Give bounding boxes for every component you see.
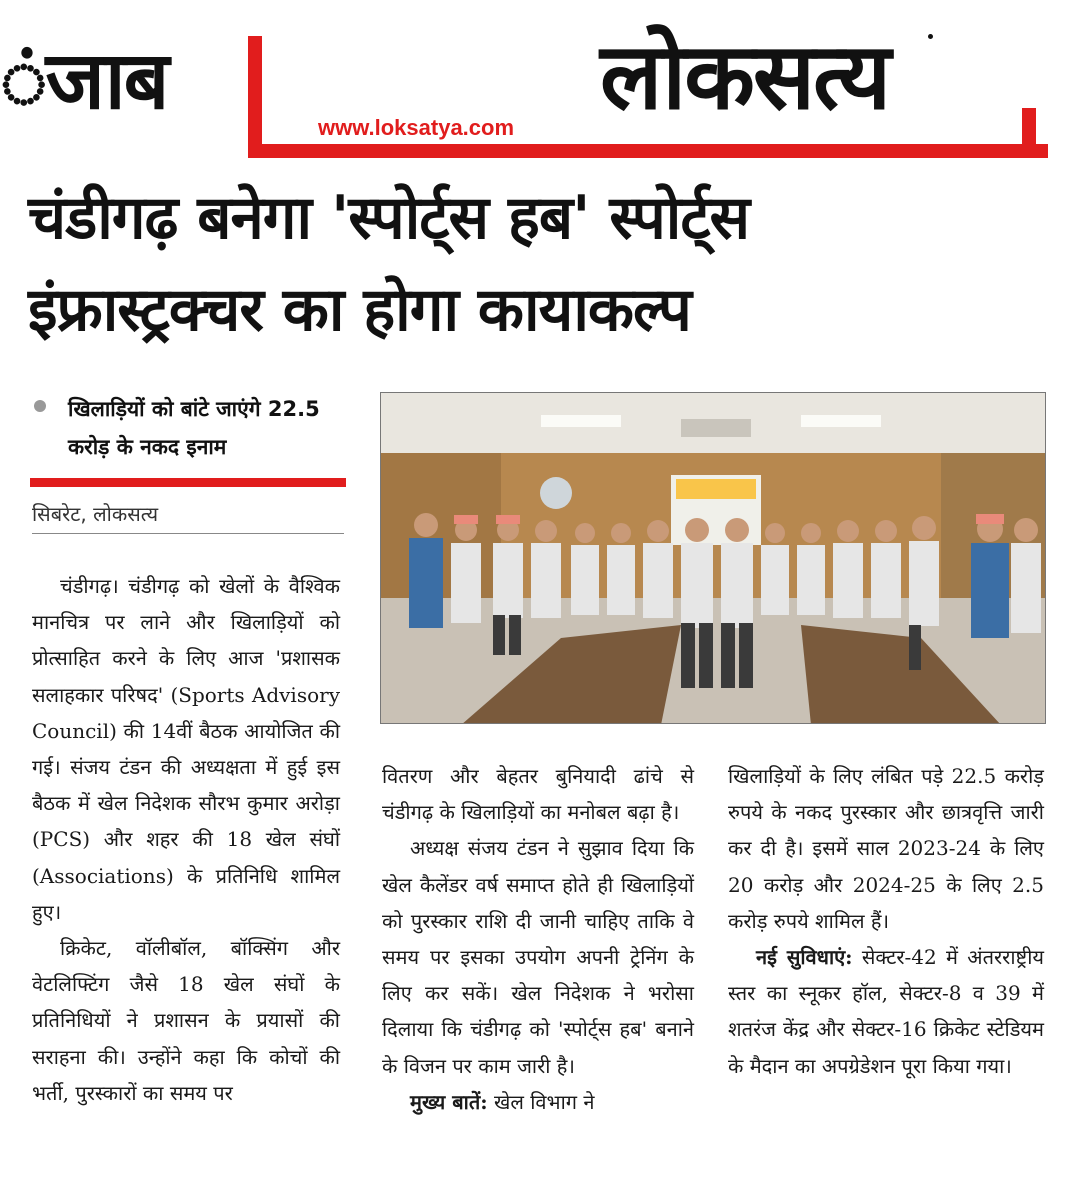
subheadline: खिलाड़ियों को बांटे जाएंगे 22.5 करोड़ के नकद इनाम [68, 397, 320, 459]
website-link[interactable]: www.loksatya.com [318, 115, 515, 140]
paragraph-lead: नई सुविधाएं: [756, 945, 853, 970]
bullet-icon [34, 400, 46, 412]
paragraph: अध्यक्ष संजय टंडन ने सुझाव दिया कि खेल कैलेंडर वर्ष समाप्त होते ही खिलाड़ियों को पुरस्कार राशि दी जानी चाहिए ताकि वे समय पर इसका उपयोग अपनी ट्रेनिंग के लिए कर सकें। खेल निदेशक ने भरोसा दिलाया कि चंडीगढ़ को 'स्पोर्ट्स हब' बनाने के विजन पर काम जारी है। [382, 836, 694, 1078]
article-column-2 [382, 758, 694, 1120]
masthead-fragment: ंजाब [0, 33, 168, 127]
headline-line-2: इंफ्रास्ट्रक्चर का होगा कायाकल्प [28, 275, 691, 345]
paragraph: क्रिकेट, वॉलीबॉल, बॉक्सिंग और वेटलिफ्टिंग जैसे 18 खेल संघों के प्रतिनिधियों ने प्रशासन के प्रयासों की सराहना की। उन्होंने कहा कि कोचों की भर्ती, पुरस्कारों का समय पर [32, 936, 340, 1105]
paragraph: वितरण और बेहतर बुनियादी ढांचे से चंडीगढ़ के खिलाड़ियों का मनोबल बढ़ा है। [382, 764, 694, 825]
headline [28, 172, 1068, 356]
paragraph: चंडीगढ़। चंडीगढ़ को खेलों के वैश्विक मानचित्र पर लाने और खिलाड़ियों को प्रोत्साहित करने के लिए आज 'प्रशासक सलाहकार परिषद' (Sports Advisory Council) की 14वीं बैठक आयोजित की गई। संजय टंडन की अध्यक्षता में हुई इस बैठक में खेल निदेशक सौरभ कुमार अरोड़ा (PCS) और शहर की 18 खेल संघों (Associations) के प्रतिनिधि शामिल हुए। [32, 574, 340, 924]
paragraph [382, 1084, 694, 1120]
paragraph: खिलाड़ियों के लिए लंबित पड़े 22.5 करोड़ रुपये के नकद पुरस्कार और छात्रवृत्ति जारी कर दी है। इसमें साल 2023-24 के लिए 20 करोड़ और 2024-25 के लिए 2.5 करोड़ रुपये शामिल हैं। [728, 764, 1044, 933]
masthead-dot [928, 34, 933, 39]
article-column-1 [32, 568, 340, 1111]
masthead-red-bracket-end [1022, 108, 1036, 158]
paragraph-text: खेल विभाग ने [487, 1089, 595, 1114]
dateline: सिबरेट, लोकसत्य [32, 500, 344, 534]
newspaper-logo: लोकसत्य [590, 30, 899, 122]
meeting-photo [380, 392, 1046, 724]
article-column-3 [728, 758, 1044, 1084]
red-divider [30, 478, 346, 487]
paragraph-lead: मुख्य बातें: [410, 1089, 488, 1114]
paragraph [728, 939, 1044, 1084]
paragraph-text: सेक्टर-42 में अंतरराष्ट्रीय स्तर का स्नूकर हॉल, सेक्टर-8 व 39 में शतरंज केंद्र और सेक्टर-16 क्रिकेट स्टेडियम के मैदान का अपग्रेडेशन पूरा किया गया। [728, 945, 1044, 1078]
headline-line-1: चंडीगढ़ बनेगा 'स्पोर्ट्स हब' स्पोर्ट्स [28, 183, 750, 253]
